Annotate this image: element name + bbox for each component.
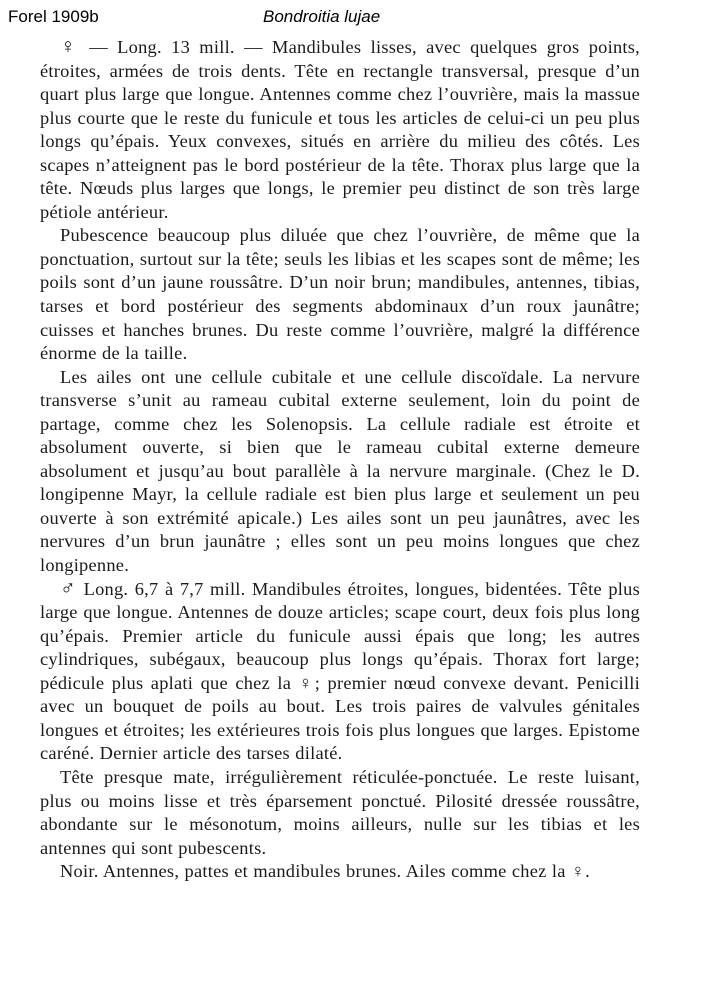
paragraph-text: Pubescence beaucoup plus diluée que chez l’ouvrière, de même que la ponctuation, surtout sur la tête; seuls les libias et les scapes sont de même; les poils sont d’un jaune roussâtre. D’un noir brun; mandibules, antennes, tibias, tarses et bord postérieur des segments abdominaux d’un roux jaunâtre; cuisses et hanches brunes. Du reste comme l’ouvrière, malgré la différence énorme de la taille.: [40, 225, 640, 364]
paragraph-male-description: [40, 575, 640, 766]
paragraph-color: [40, 860, 640, 884]
paragraph-text: — Long. 13 mill. — Mandibules lisses, avec quelques gros points, étroites, armées de trois dents. Tête en rectangle transversal, presque d’un quart plus large que longue. Antennes comme chez l’ouvrière, mais la massue plus courte que le reste du funicule et tous les articles de celui-ci un peu plus longs qu’épais. Yeux convexes, situés en arrière du milieu des côtés. Les scapes n’atteignent pas le bord postérieur de la tête. Thorax plus large que la tête. Nœuds plus larges que longs, le premier peu distinct de son très large pétiole antérieur.: [40, 37, 641, 222]
female-symbol: ♀: [60, 34, 80, 58]
page-header: [8, 7, 698, 31]
paragraph-female-description: [40, 36, 640, 224]
male-symbol: ♂: [60, 575, 78, 600]
species-title: Bondroitia lujae: [263, 7, 381, 26]
text-body: [40, 36, 640, 884]
paragraph-text: Tête presque mate, irrégulièrement réticulée-ponctuée. Le reste luisant, plus ou moins lisse et très éparsement ponctué. Pilosité dressée roussâtre, abondante sur le mésonotum, moins ailleurs, nulle sur les tibias et les antennes qui sont pubescents.: [40, 766, 640, 858]
paragraph-wings: [40, 366, 640, 578]
paragraph-sculpture: [40, 766, 640, 860]
paragraph-text: Long. 6,7 à 7,7 mill. Mandibules étroites, longues, bidentées. Tête plus large que longue. Antennes de douze articles; scape court, deux fois plus long qu’épais. Premier article du funicule aussi épais que long; les autres cylindriques, subégaux, beaucoup plus longs qu’épais. Thorax fort large; pédicule plus aplati que chez la ♀; premier nœud convexe devant. Penicilli avec un bouquet de poils au bout. Les trois paires de valvules génitales longues et étroites; les extérieures trois fois plus longues que larges. Epistome caréné. Dernier article des tarses dilaté.: [40, 578, 640, 764]
paragraph-pubescence: [40, 224, 640, 365]
paragraph-text: Noir. Antennes, pattes et mandibules brunes. Ailes comme chez la ♀.: [60, 861, 590, 882]
running-head: Forel 1909b: [8, 7, 99, 26]
paragraph-text: Les ailes ont une cellule cubitale et une cellule discoïdale. La nervure transverse s’unit au rameau cubital externe seulement, loin du point de partage, comme chez les Solenopsis. La cellule radiale est étroite et absolument ouverte, si bien que le rameau cubital externe demeure absolument et jusqu’au bout parallèle à la nervure marginale. (Chez le D. longipenne Mayr, la cellule radiale est bien plus large et seulement un peu ouverte à son extrémité apicale.) Les ailes sont un peu jaunâtres, avec les nervures d’un brun jaunâtre ; elles sont un peu moins longues que chez longipenne.: [40, 366, 640, 576]
